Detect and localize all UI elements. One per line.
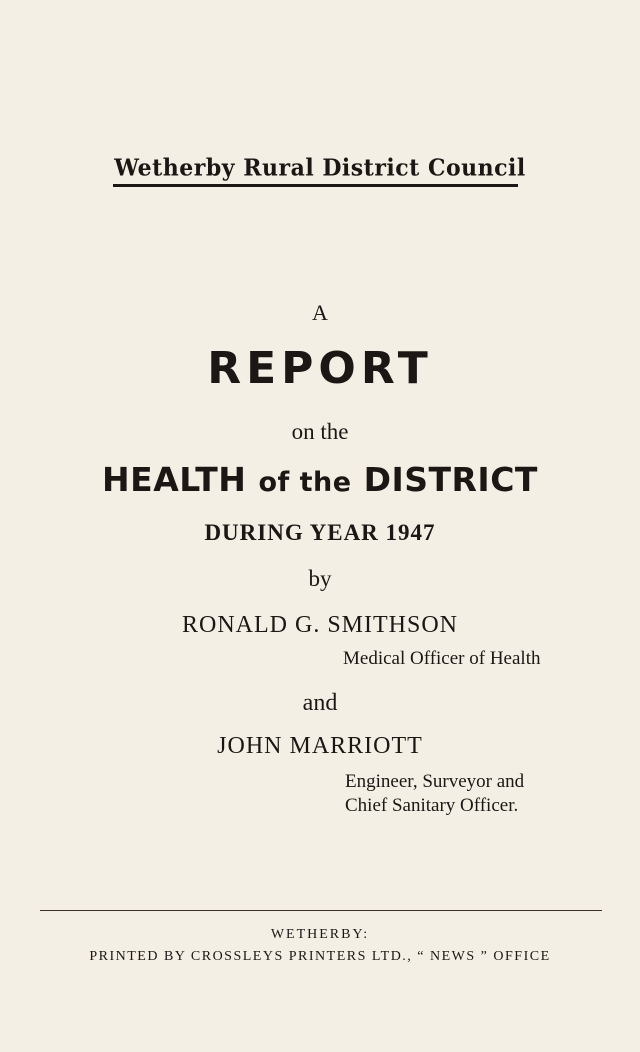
- author-name-1: RONALD G. SMITHSON: [181, 612, 458, 638]
- author-role-2-line-2: Chief Sanitary Officer.: [345, 795, 519, 816]
- council-heading: Wetherby Rural District Council: [114, 154, 526, 182]
- report-heading: REPORT: [207, 343, 433, 394]
- footer-printer: PRINTED BY CROSSLEYS PRINTERS LTD., “ NEWS ” OFFICE: [89, 949, 551, 964]
- council-underline: [113, 184, 518, 187]
- footer-place: WETHERBY:: [270, 927, 370, 942]
- footer-divider: [40, 910, 602, 911]
- author-role-2-line-1: Engineer, Surveyor and: [345, 771, 525, 792]
- health-heading: [0, 460, 640, 499]
- author-role-2: [345, 770, 524, 818]
- title-on-the: on the: [291, 419, 349, 444]
- by-word: by: [308, 566, 332, 591]
- of-the-word: of the: [258, 467, 352, 498]
- district-word: DISTRICT: [363, 460, 538, 499]
- year-line: DURING YEAR 1947: [204, 520, 436, 545]
- and-word: and: [302, 690, 338, 716]
- author-role-1: Medical Officer of Health: [343, 648, 541, 669]
- title-article: A: [312, 300, 328, 325]
- health-word: HEALTH: [102, 460, 247, 499]
- author-name-2: JOHN MARRIOTT: [217, 733, 423, 759]
